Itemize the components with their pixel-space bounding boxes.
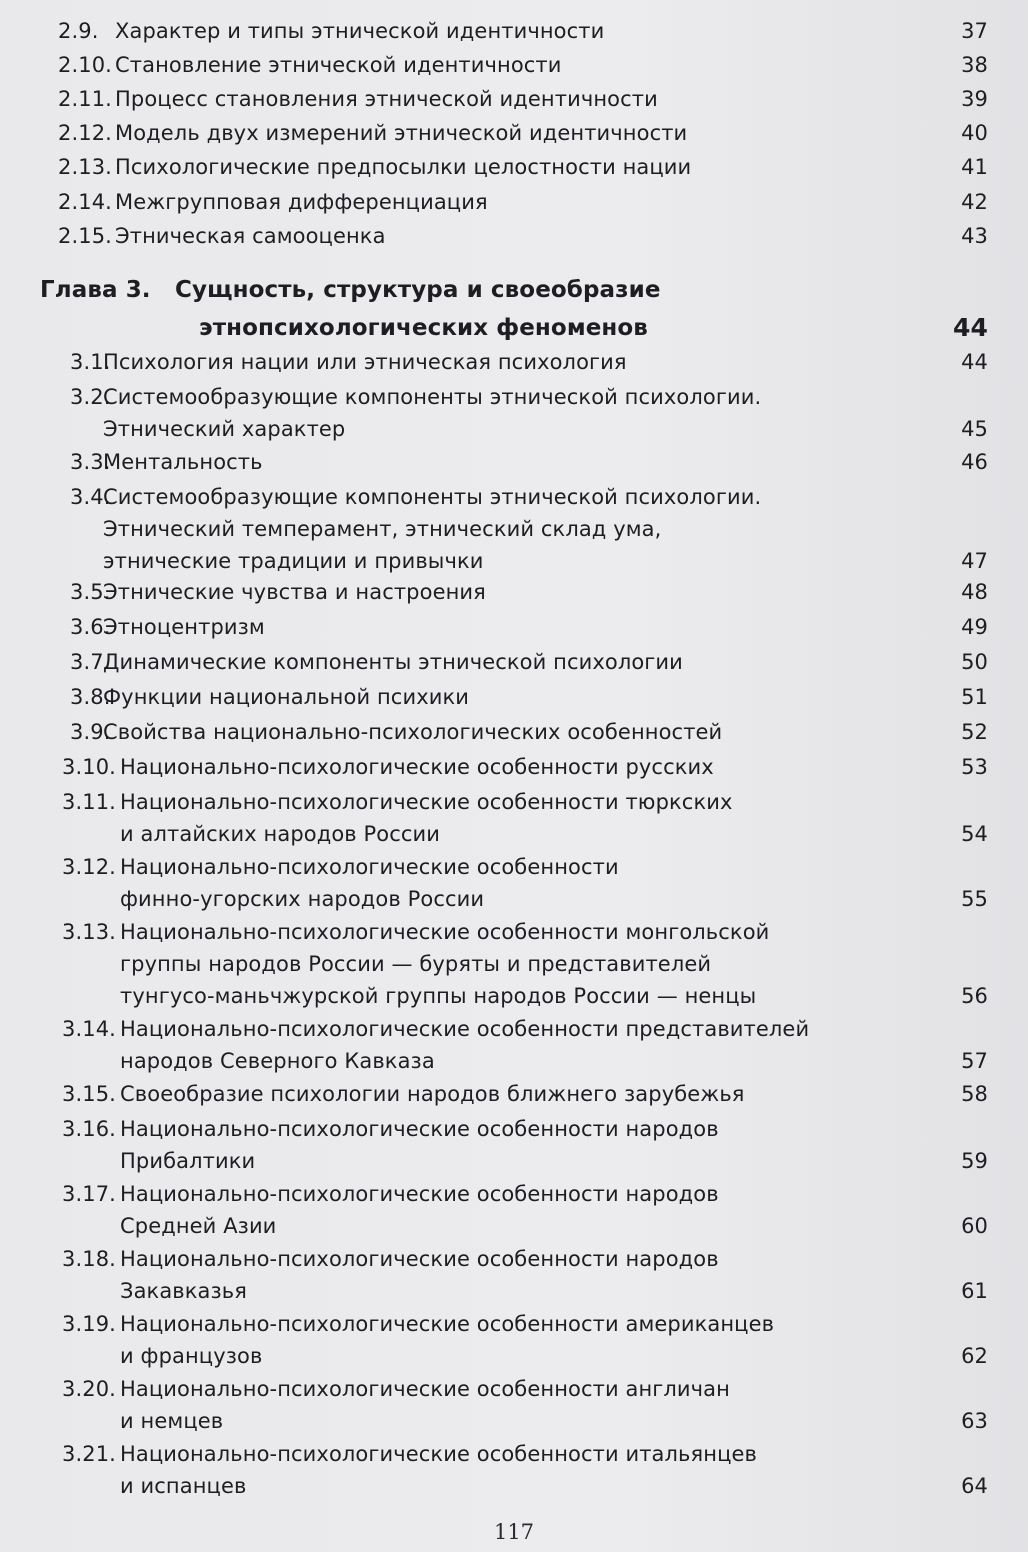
toc-entry-title-line: Характер и типы этнической идентичности: [115, 19, 605, 43]
toc-entry-title-line: и испанцев: [120, 1474, 247, 1498]
toc-entry-page: 60: [961, 1214, 988, 1238]
toc-entry-title-line: Функции национальной психики: [103, 685, 470, 709]
toc-entry-title-line: Своеобразие психологии народов ближнего зарубежья: [120, 1082, 745, 1106]
toc-entry-title: [120, 1373, 730, 1437]
toc-entry-title: [120, 1113, 719, 1177]
toc-entry-title-line: и немцев: [120, 1409, 224, 1433]
toc-entry-title: [103, 576, 486, 608]
toc-entry-title-line: Сущность, структура и своеобразие: [175, 277, 661, 303]
toc-entry-page: 43: [961, 224, 988, 248]
toc-entry-title-line: этнопсихологических феноменов: [199, 315, 648, 341]
toc-entry-number: 3.5.: [70, 580, 111, 604]
toc-entry-number: 3.15.: [62, 1082, 116, 1106]
toc-entry-title: [120, 916, 769, 1012]
toc-entry-page: 55: [961, 887, 988, 911]
toc-entry-title: [115, 220, 386, 252]
toc-entry-number: 3.21.: [62, 1442, 116, 1466]
toc-entry-page: 52: [961, 720, 988, 744]
toc-entry-page: 44: [961, 350, 988, 374]
toc-entry-page: 42: [961, 190, 988, 214]
toc-entry-title: [103, 646, 683, 678]
toc-entry-title: [120, 1178, 719, 1242]
toc-entry-page: 37: [961, 19, 988, 43]
page-number: 117: [493, 1520, 535, 1544]
toc-entry-number: 2.15.: [58, 224, 112, 248]
toc-entry-title: [120, 1243, 719, 1307]
toc-entry-title-line: группы народов России — буряты и представителей: [120, 952, 712, 976]
toc-entry-title: [103, 611, 265, 643]
toc-entry-title-line: Национально-психологические особенности американцев: [120, 1312, 775, 1336]
toc-entry-page: 57: [961, 1049, 988, 1073]
toc-entry-title-line: Психология нации или этническая психология: [103, 350, 627, 374]
toc-entry-title: [103, 446, 263, 478]
toc-entry-number: 3.18.: [62, 1247, 116, 1271]
toc-entry-page: 62: [961, 1344, 988, 1368]
toc-entry-number: 3.19.: [62, 1312, 116, 1336]
toc-entry-title: [103, 346, 627, 378]
toc-entry-title-line: финно-угорских народов России: [120, 887, 485, 911]
toc-entry-page: 59: [961, 1149, 988, 1173]
toc-entry-title: [115, 151, 691, 183]
toc-entry-title-line: Прибалтики: [120, 1149, 256, 1173]
toc-entry-title-line: тунгусо-маньчжурской группы народов России — ненцы: [120, 984, 757, 1008]
toc-entry-page: 45: [961, 417, 988, 441]
toc-entry-title-line: Процесс становления этнической идентичности: [115, 87, 658, 111]
toc-entry-title-line: Национально-психологические особенности: [120, 855, 619, 879]
toc-entry-number: 3.1.: [70, 350, 111, 374]
toc-entry-title-line: Этнический характер: [103, 417, 346, 441]
toc-entry-title-line: Свойства национально-психологических особенностей: [103, 720, 723, 744]
toc-entry-title-line: и французов: [120, 1344, 263, 1368]
toc-entry-title-line: Национально-психологические особенности англичан: [120, 1377, 730, 1401]
toc-entry-page: 47: [961, 549, 988, 573]
toc-entry-title-line: Национально-психологические особенности народов: [120, 1182, 719, 1206]
toc-entry-number: 3.8.: [70, 685, 111, 709]
toc-entry-page: 56: [961, 984, 988, 1008]
toc-entry-title-line: Этноцентризм: [103, 615, 265, 639]
toc-entry-title: [120, 1308, 774, 1372]
toc-entry-number: 3.20.: [62, 1377, 116, 1401]
toc-entry-page: 53: [961, 755, 988, 779]
toc-entry-page: 61: [961, 1279, 988, 1303]
toc-entry-title-line: Национально-психологические особенности представителей: [120, 1017, 810, 1041]
toc-entry-number: 3.2.: [70, 385, 111, 409]
toc-entry-title: [115, 83, 658, 115]
toc-entry-title: [103, 681, 469, 713]
toc-entry-page: 38: [961, 53, 988, 77]
toc-entry-title: [103, 716, 722, 748]
toc-entry-page: 39: [961, 87, 988, 111]
toc-entry-title-line: Ментальность: [103, 450, 263, 474]
toc-entry-title-line: Национально-психологические особенности народов: [120, 1247, 719, 1271]
toc-entry-number: 3.6.: [70, 615, 111, 639]
toc-entry-number: 2.9.: [58, 19, 99, 43]
toc-entry-title-line: этнические традиции и привычки: [103, 549, 484, 573]
toc-entry-number: 2.14.: [58, 190, 112, 214]
toc-entry-title-line: Модель двух измерений этнической идентичности: [115, 121, 688, 145]
toc-entry-title: [115, 49, 562, 81]
toc-entry-title-line: народов Северного Кавказа: [120, 1049, 435, 1073]
toc-entry-title-line: Национально-психологические особенности итальянцев: [120, 1442, 757, 1466]
toc-entry-number: 3.14.: [62, 1017, 116, 1041]
toc-entry-page: 49: [961, 615, 988, 639]
toc-entry-number: 2.10.: [58, 53, 112, 77]
toc-entry-title: [175, 271, 661, 347]
toc-entry-title-line: и алтайских народов России: [120, 822, 441, 846]
toc-entry-number: 3.10.: [62, 755, 116, 779]
toc-entry-title-line: Становление этнической идентичности: [115, 53, 562, 77]
toc-entry-title-line: Психологические предпосылки целостности нации: [115, 155, 692, 179]
toc-entry-page: 41: [961, 155, 988, 179]
toc-entry-title-line: Средней Азии: [120, 1214, 277, 1238]
toc-entry-number: 3.4.: [70, 485, 111, 509]
toc-entry-number: 3.11.: [62, 790, 116, 814]
toc-entry-number: 2.12.: [58, 121, 112, 145]
toc-entry-page: 58: [961, 1082, 988, 1106]
toc-entry-title: [115, 186, 488, 218]
toc-entry-title: [115, 15, 604, 47]
toc-entry-page: 48: [961, 580, 988, 604]
toc-entry-number: 3.7.: [70, 650, 111, 674]
toc-entry-page: 50: [961, 650, 988, 674]
toc-entry-title: [120, 786, 733, 850]
toc-entry-number: 2.13.: [58, 155, 112, 179]
toc-entry-number: 3.9.: [70, 720, 111, 744]
toc-entry-title: [103, 381, 761, 445]
toc-entry-title-line: Закавказья: [120, 1279, 247, 1303]
toc-entry-page: 64: [961, 1474, 988, 1498]
toc-entry-title: [120, 1078, 745, 1110]
toc-entry-page: 51: [961, 685, 988, 709]
toc-entry-page: 40: [961, 121, 988, 145]
toc-entry-title-line: Этнические чувства и настроения: [103, 580, 486, 604]
toc-entry-title-line: Этническая самооценка: [115, 224, 386, 248]
toc-entry-number: 3.3.: [70, 450, 111, 474]
toc-entry-number: 3.12.: [62, 855, 116, 879]
toc-entry-title: [120, 851, 619, 915]
toc-entry-title-line: Системообразующие компоненты этнической психологии.: [103, 485, 762, 509]
toc-entry-title-line: Системообразующие компоненты этнической психологии.: [103, 385, 762, 409]
toc-entry-title-line: Межгрупповая дифференциация: [115, 190, 488, 214]
toc-entry-page: 46: [961, 450, 988, 474]
toc-entry-title-line: Национально-психологические особенности русских: [120, 755, 714, 779]
toc-entry-title-line: Национально-психологические особенности тюркских: [120, 790, 733, 814]
toc-entry-title: [120, 1013, 809, 1077]
toc-entry-page: 44: [953, 313, 988, 342]
toc-entry-number: Глава 3.: [40, 277, 151, 303]
toc-entry-number: 3.17.: [62, 1182, 116, 1206]
toc-entry-title: [120, 751, 714, 783]
toc-entry-title: [115, 117, 687, 149]
toc-entry-number: 2.11.: [58, 87, 112, 111]
toc-entry-page: 54: [961, 822, 988, 846]
toc-entry-page: 63: [961, 1409, 988, 1433]
toc-entry-number: 3.16.: [62, 1117, 116, 1141]
toc-entry-title-line: Национально-психологические особенности народов: [120, 1117, 719, 1141]
toc-entry-title: [120, 1438, 757, 1502]
toc-entry-title: [103, 481, 761, 577]
toc-entry-number: 3.13.: [62, 920, 116, 944]
toc-entry-title-line: Динамические компоненты этнической психологии: [103, 650, 683, 674]
toc-entry-title-line: Национально-психологические особенности монгольской: [120, 920, 770, 944]
toc-entry-title-line: Этнический темперамент, этнический склад ума,: [103, 517, 662, 541]
